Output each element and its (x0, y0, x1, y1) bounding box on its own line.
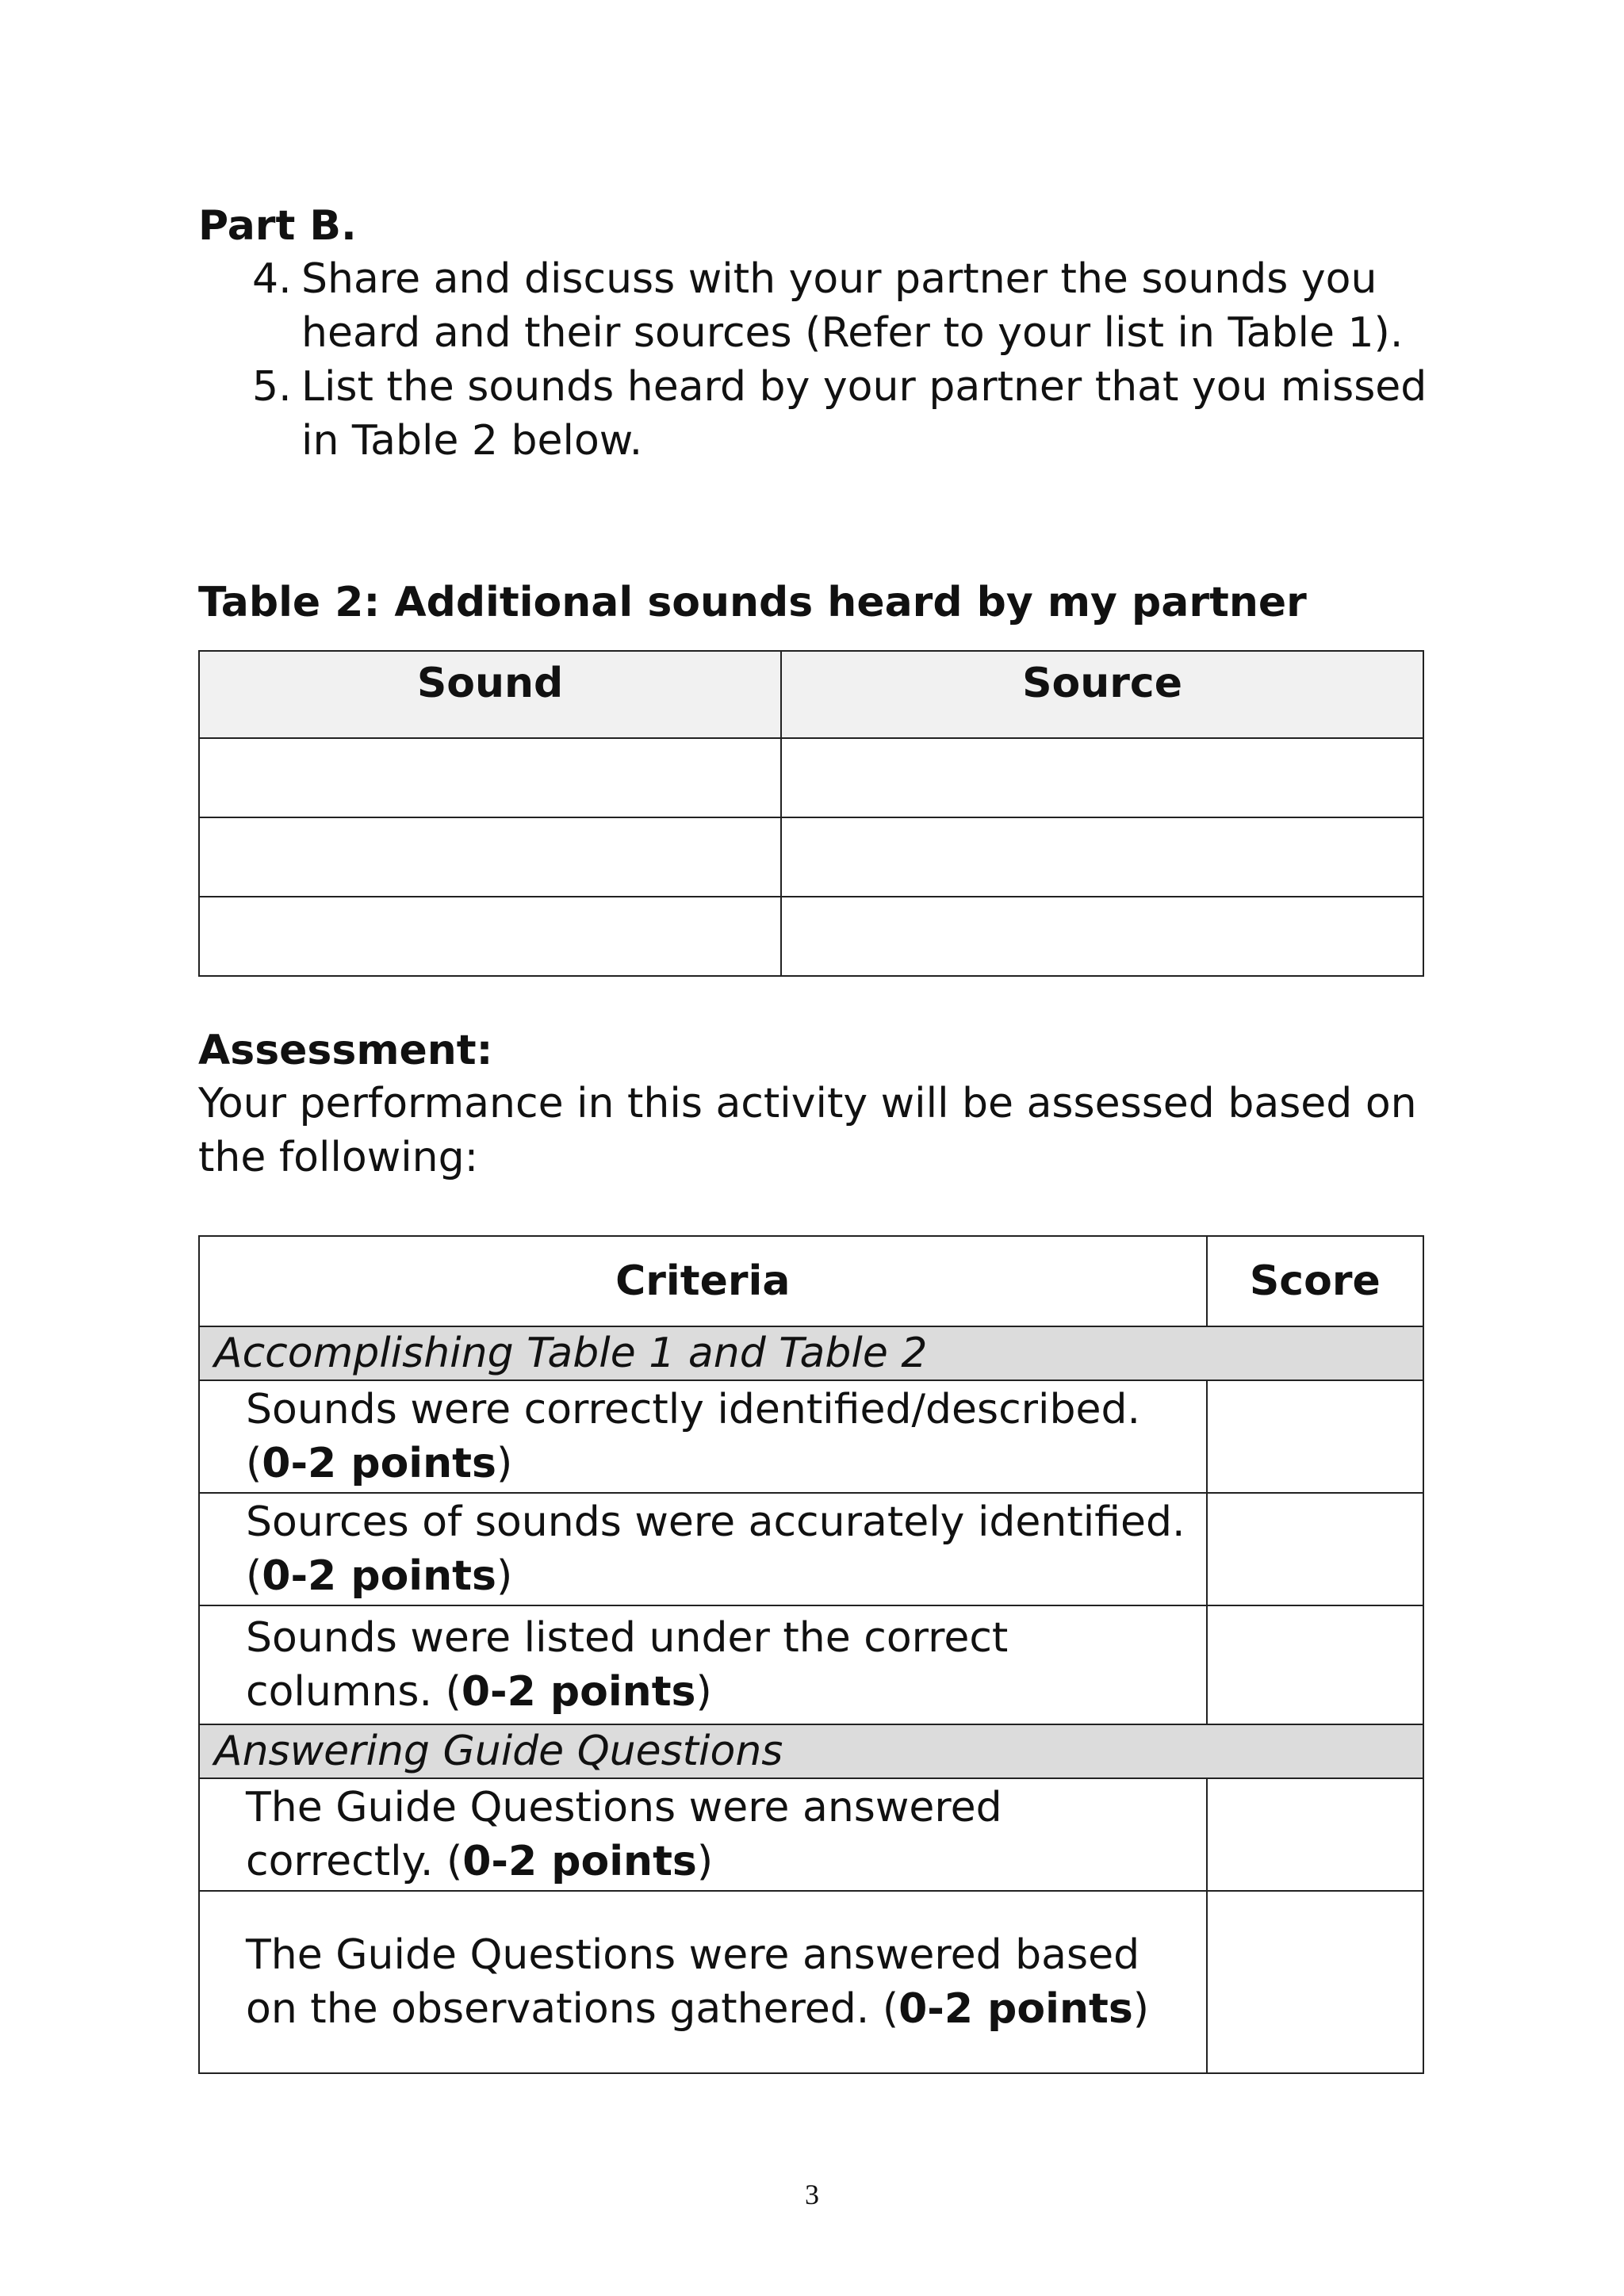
criterion-points: 0-2 points (461, 1668, 696, 1716)
table-row (199, 897, 1423, 976)
rubric-group-row (199, 1326, 1423, 1380)
table-row (199, 817, 1423, 897)
criterion-text: The Guide Questions were answered based on the observations gathered. ( (246, 1931, 1140, 2033)
page-number: 3 (805, 2179, 819, 2210)
criterion-points: 0-2 points (262, 1440, 496, 1487)
instruction-steps (252, 252, 1457, 468)
table-header-row (199, 651, 1423, 738)
criterion-close: ) (696, 1838, 714, 1885)
criterion-cell (199, 1380, 1207, 1493)
score-cell[interactable] (1207, 1493, 1423, 1605)
step-item (252, 360, 1457, 468)
table-header-row (199, 1236, 1423, 1326)
assessment-rubric-table (198, 1235, 1424, 2074)
criterion-text: Sources of sounds were accurately identified. ( (246, 1498, 1185, 1600)
table2-caption: Table 2: Additional sounds heard by my partner (198, 579, 1307, 626)
criterion-points: 0-2 points (262, 1552, 496, 1600)
criterion-cell (199, 1605, 1207, 1724)
source-cell[interactable] (781, 817, 1423, 897)
source-cell[interactable] (781, 897, 1423, 976)
score-cell[interactable] (1207, 1605, 1423, 1724)
criterion-text: Sounds were correctly identified/described. ( (246, 1386, 1141, 1487)
criterion-cell (199, 1493, 1207, 1605)
criterion-close: ) (1132, 1985, 1150, 2033)
criterion-close: ) (496, 1552, 513, 1600)
criterion-cell (199, 1778, 1207, 1891)
criterion-text: Sounds were listed under the correct columns. ( (246, 1614, 1009, 1716)
criterion-close: ) (695, 1668, 712, 1716)
table-row (199, 1493, 1423, 1605)
sound-cell[interactable] (199, 817, 781, 897)
criterion-points: 0-2 points (462, 1838, 697, 1885)
step-text: Share and discuss with your partner the sounds you heard and their sources (Refer to your list in Table 1). (301, 255, 1404, 357)
criterion-text: The Guide Questions were answered correctly. ( (246, 1784, 1002, 1885)
step-number: 4. (252, 255, 292, 303)
table-row (199, 738, 1423, 817)
rubric-group-label: Answering Guide Questions (199, 1724, 1423, 1778)
rubric-group-row (199, 1724, 1423, 1778)
table-row (199, 1605, 1423, 1724)
score-cell[interactable] (1207, 1891, 1423, 2073)
assessment-intro: Your performance in this activity will be assessed based on the following: (198, 1080, 1417, 1181)
table-row (199, 1778, 1423, 1891)
score-cell[interactable] (1207, 1380, 1423, 1493)
score-cell[interactable] (1207, 1778, 1423, 1891)
score-column-header: Score (1207, 1236, 1423, 1326)
table-row (199, 1891, 1423, 2073)
step-text: List the sounds heard by your partner that you missed in Table 2 below. (301, 363, 1427, 465)
step-number: 5. (252, 363, 292, 411)
criterion-close: ) (496, 1440, 513, 1487)
step-item (252, 252, 1457, 360)
rubric-group-label: Accomplishing Table 1 and Table 2 (199, 1326, 1423, 1380)
source-cell[interactable] (781, 738, 1423, 817)
criteria-column-header: Criteria (199, 1236, 1207, 1326)
sound-column-header: Sound (199, 651, 781, 738)
source-column-header: Source (781, 651, 1423, 738)
assessment-title: Assessment: (198, 1027, 493, 1074)
additional-sounds-table (198, 650, 1424, 977)
criterion-points: 0-2 points (898, 1985, 1133, 2033)
sound-cell[interactable] (199, 897, 781, 976)
criterion-cell (199, 1891, 1207, 2073)
part-title: Part B. (198, 202, 357, 250)
table-row (199, 1380, 1423, 1493)
sound-cell[interactable] (199, 738, 781, 817)
